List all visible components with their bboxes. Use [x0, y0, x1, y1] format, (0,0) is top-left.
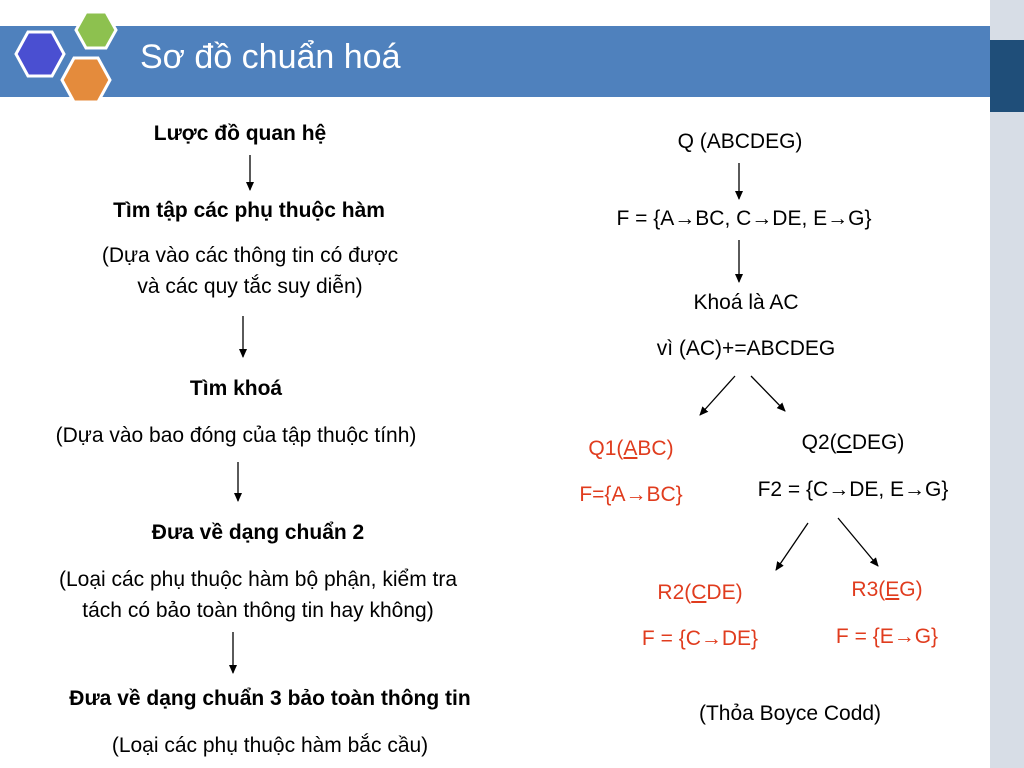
relation-q2: Q2(CDEG): [801, 431, 905, 454]
key-line2: vì (AC)+=ABCDEG: [656, 337, 836, 360]
step2-desc-line2: và các quy tắc suy diễn): [137, 275, 363, 298]
step4-desc-line2: tách có bảo toàn thông tin hay không): [82, 599, 434, 622]
r3-fds: F = {E→G}: [835, 625, 939, 648]
step3-desc: (Dựa vào bao đóng của tập thuộc tính): [55, 424, 417, 447]
step2-title: Tìm tập các phụ thuộc hàm: [113, 199, 385, 222]
q2-fds: F2 = {C→DE, E→G}: [757, 478, 949, 501]
r3-key: E: [885, 578, 900, 601]
relation-r3: R3(EG): [851, 578, 923, 601]
key-line1: Khoá là AC: [693, 291, 799, 314]
functional-dependencies: F = {A→BC, C→DE, E→G}: [616, 207, 872, 230]
arrow-q2-to-r3: [838, 518, 878, 566]
step4-title: Đưa về dạng chuẩn 2: [151, 521, 365, 544]
relation-q: Q (ABCDEG): [677, 130, 803, 153]
relation-q1: Q1(ABC): [588, 437, 674, 460]
q2-key: C: [836, 431, 852, 454]
q1-fds: F={A→BC}: [579, 483, 683, 506]
step5-title: Đưa về dạng chuẩn 3 bảo toàn thông tin: [69, 687, 471, 710]
r2-key: C: [691, 581, 707, 604]
q1-key: A: [623, 437, 638, 460]
step4-desc-line1: (Loại các phụ thuộc hàm bộ phận, kiểm tra: [58, 568, 458, 591]
step5-desc: (Loại các phụ thuộc hàm bắc cầu): [111, 734, 429, 757]
relation-r2: R2(CDE): [657, 581, 743, 604]
r2-fds: F = {C→DE}: [641, 627, 759, 650]
step2-desc-line1: (Dựa vào các thông tin có được: [101, 244, 399, 267]
arrow-q2-to-r2: [776, 523, 808, 570]
page-title: Sơ đồ chuẩn hoá: [140, 38, 401, 76]
arrow-key-to-q2: [751, 376, 785, 411]
boyce-codd-note: (Thỏa Boyce Codd): [698, 702, 882, 725]
arrow-key-to-q1: [700, 376, 735, 415]
step3-title: Tìm khoá: [189, 377, 283, 400]
step1-title: Lược đồ quan hệ: [153, 122, 327, 145]
